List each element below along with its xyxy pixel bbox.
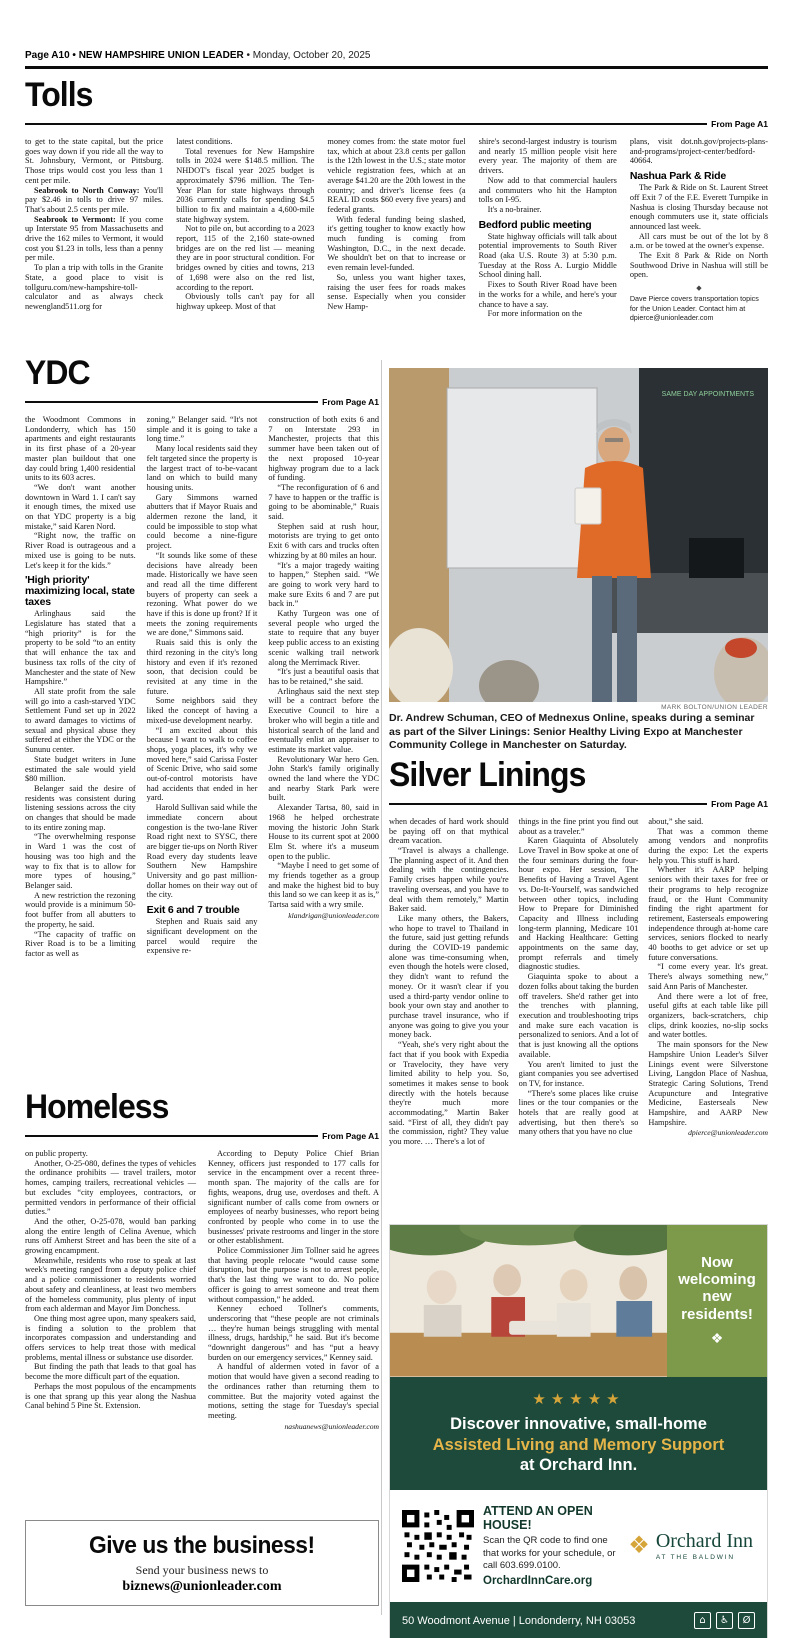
tolls-headline: Tolls <box>25 76 93 114</box>
welcome-panel <box>667 1225 767 1377</box>
text-column <box>630 137 768 353</box>
paragraph: Police Commissioner Jim Tollner said he agrees that having people relocate “would cause some disruption, but the purpose is not to arrest people, that's the last thing we want to do. No police officer is going to arrest someone and treat them without compassion,” he added. <box>208 1246 379 1304</box>
ydc-columns <box>25 415 379 1103</box>
paragraph-lead-in: Seabrook to Vermont: If you come up Interstate 95 from Massachusetts and drive the 162 miles to Vermont, it would cost you $1.23 in tolls, less than a penny per mile. <box>25 214 164 263</box>
paragraph: Some neighbors said they liked the concept of having a mixed-use development nearby. <box>146 696 258 725</box>
masthead-rule <box>25 66 768 69</box>
banner-line-3: at Orchard Inn. <box>519 1456 638 1475</box>
orchard-inn-ad <box>389 1224 768 1638</box>
paragraph: Revolutionary War hero Gen. John Stark's family originally owned the land where the YDC and nearby Stark Park were built. <box>268 754 379 803</box>
paragraph: Many local residents said they felt targeted since the property is the largest tract of to-be-vacant land on which to build many housing units. <box>146 444 258 492</box>
paragraph: Kathy Turgeon was one of several people who urged the state to require that any buyer keep public access to an existing scenic walking trail network along the Merrimack River. <box>268 609 379 667</box>
orchard-ad-photo-row <box>390 1225 767 1377</box>
paragraph: The Park & Ride on St. Laurent Street off Exit 7 of the F.E. Everett Turnpike in Nashua is closing Thursday because not enough commuters use it, state officials announced last week. <box>629 183 768 231</box>
ydc-headline: YDC <box>25 354 90 392</box>
masthead <box>25 50 768 61</box>
right-column <box>389 368 768 1638</box>
paragraph: You aren't limited to just the giant companies you see advertised on TV, for instance. <box>518 1059 639 1088</box>
rule-bar <box>25 123 707 126</box>
from-page-rule <box>389 799 768 809</box>
text-column <box>519 817 639 1219</box>
tolls-section <box>25 78 768 353</box>
paragraph: Meanwhile, residents who rose to speak at last week's meeting ranged from a deputy police chief and a police commissioner to residents worried about safety and cleanliness, at least two members of the homeless community, plus plenty of input from each alderman and Mayor Jim Donchess. <box>25 1255 196 1314</box>
text-column <box>25 415 136 1103</box>
homeless-columns <box>25 1149 379 1515</box>
tolls-columns <box>25 137 768 353</box>
masthead-date: • Monday, October 20, 2025 <box>243 50 371 61</box>
from-page-label: From Page A1 <box>322 397 379 407</box>
paragraph: Giaquinta spoke to about a dozen folks about taking the burden off travelers. She'd rather get into the trenches with planning, execution and troubleshooting trips and make sure each vacation is personalized to seniors. And a lot of that is just knowing all the options available. <box>518 972 639 1059</box>
paragraph: Like many others, the Bakers, who hope to travel to Thailand in the future, said just getting refunds during the COVID-19 pandemic alone was time-consuming when, even though the hotels were closed, they didn't want to refund the money. Or it wasn't clear if you used a third-party vendor online to book your own stay and another to purchase travel insurance, who if anyone was going to give you your money back. <box>389 913 509 1040</box>
paragraph: “Yeah, she's very right about the fact that if you book with Expedia or Travelocity, they have very limited ability to help you. So, sometimes it makes sense to book directly with the hotels because they're much more accommodating,” Martin Baker said. “First of all, they didn't pay the commission, right? They value you more. … There's a lot of <box>389 1040 509 1147</box>
from-page-label: From Page A1 <box>322 1131 379 1141</box>
banner-line-2: Assisted Living and Memory Support <box>432 1435 725 1454</box>
paragraph: “It's a major tragedy waiting to happen,” Stephen said. “We are going to work very hard to make sure Exits 6 and 7 are put back in.” <box>268 560 379 609</box>
open-house-block <box>483 1504 619 1587</box>
from-page-rule <box>25 397 379 407</box>
paragraph: Arlinghaus said the next step will be a contract before the Executive Council to hire a broker who will begin a title and historical search of the land and eventually enlist an appraiser to estimate its market value. <box>268 686 379 754</box>
accessibility-icon: ♿ <box>716 1612 733 1629</box>
paragraph: latest conditions. <box>176 137 233 146</box>
business-ad-text: Send your business news to <box>135 1562 269 1577</box>
orchard-ad-info-row <box>390 1490 767 1602</box>
orchard-logo-subtitle: AT THE BALDWIN <box>655 1553 735 1561</box>
paragraph: “Maybe I need to get some of my friends together as a group and make the highest bid to buy this land so we can keep it as is,” Tartsa said with a wry smile. <box>268 861 379 910</box>
text-column <box>208 1149 379 1515</box>
silver-linings-section <box>389 755 768 1219</box>
paragraph: Gary Simmons warned abutters that if Mayor Ruais and aldermen rezone the land, it could be impossible to stop what could become a nine-figure project. <box>146 492 258 551</box>
paragraph: Ruais said this is only the third rezoning in the city's long history and even if it's rezoned soon, that decision could be revisited at any time in the future. <box>146 638 258 696</box>
text-column <box>648 817 768 1219</box>
paragraph: A new restriction the rezoning would provide is a minimum 50-foot buffer from all abutters to the property, he said. <box>25 890 136 929</box>
paragraph: “It's just a beautiful oasis that has to be retained,” she said. <box>268 667 379 686</box>
paragraph: “I come every year. It's great. There's always something new,” said Ann Paris of Manchester. <box>648 962 768 991</box>
paragraph: Whether it's AARP helping seniors with their taxes for free or their programs to help recognize fraud, or the Hunt Community finding the right apartment for retirement, Easterseals empowering independence through at-home care services, seniors flocked to nearly 40 booths to get advice or set up future conversations. <box>648 865 768 962</box>
paragraph: Stephen said at rush hour, motorists are trying to get onto Exit 6 with cars and trucks often whizzing by at 80 miles an hour. <box>268 521 379 560</box>
paragraph: Arlinghaus said the Legislature has stated that a “high priority” is for the property to be sold “to an entity that will enhance the tax and business tax rolls of the city of Manchester and the state of New Hampshire.” <box>25 609 136 687</box>
paragraph: money comes from: the state motor fuel tax, which at about 23.8 cents per gallon is the 12th lowest in the U.S.; state motor vehicle registration fees, which at an average $41.20 are the 20th lowest in the country; and driver's license fees (a REAL ID costs $60 every five years) and federal grants. <box>327 137 466 214</box>
paragraph: Now add to that commercial haulers and commuters who hit the Hampton tolls on I-95. <box>478 175 617 205</box>
paragraph: “The capacity of traffic on River Road is to be a limiting factor as well as <box>25 929 136 958</box>
paragraph: the Woodmont Commons in Londonderry, which has 150 apartments and eight restaurants in its first phase of a 20-year master plan buildout that one day could bring 1,400 residential units to its 603 acres. <box>25 415 136 483</box>
banner-line-1: Discover innovative, small-home <box>450 1414 707 1433</box>
paragraph: Total revenues for New Hampshire tolls in 2024 were $148.5 million. The NHDOT's fiscal year 2025 budget is approximately $796 million. The Ten-Year Plan for state highways through 2036 currently calls for spending $4.5 billion to fix and maintain a 4,600-mile state highway system. <box>176 146 315 224</box>
paragraph: “The reconfiguration of 6 and 7 have to happen or the traffic is going to be abominable,” Ruais said. <box>268 482 379 522</box>
paragraph: All cars must be out of the lot by 8 a.m. or be towed at the owner's expense. <box>629 231 768 251</box>
business-news-ad <box>25 1520 379 1606</box>
paragraph: zoning,” Belanger said. “It's not simple and it is going to take a long time.” <box>146 415 258 444</box>
paragraph: “Right now, the traffic on River Road is outrageous and a mixed use is going to be nuts. Let's keep it for the kids.” <box>25 531 136 570</box>
rule-bar <box>25 1135 318 1138</box>
paragraph: “I am excited about this because I want to walk to coffee shops, yoga places, it's why we moved here,” said Carissa Foster of Scenic Drive, who said some out-of-control motorists have had accidents that ended in her yard. <box>146 725 258 803</box>
welcome-text: Now welcoming new residents! <box>678 1253 756 1323</box>
paragraph: shire's second-largest industry is tourism and nearly 15 million people visit here every year. The majority of them are drivers. <box>478 137 617 176</box>
open-house-title: ATTEND AN OPEN HOUSE! <box>483 1504 593 1533</box>
masthead-title: Page A10 • NEW HAMPSHIRE UNION LEADER <box>25 50 244 61</box>
welcome-ornament-icon: ❖ <box>710 1331 724 1347</box>
column-subhead: 'High priority' maximizing local, state taxes <box>25 574 135 609</box>
paragraph: “The overwhelming response in Ward 1 was the cost of housing was too high and the way to fix that is to allow for more types of housing,” Belanger said. <box>25 832 136 890</box>
orchard-logo-ornament-icon: ❖ <box>628 1533 650 1560</box>
paragraph: To plan a trip with tolls in the Granite State, a good place to visit is tollguru.com/new-hampshire-toll-calculator and as always check newengland511.org for <box>25 263 164 311</box>
paragraph: Perhaps the most populous of the encampments is one that sprang up this year along the Nashua Canal behind 5 Pine St. Extension. <box>25 1381 196 1411</box>
equal-housing-icon: ⌂ <box>694 1612 711 1629</box>
orchard-address-bar <box>390 1602 767 1638</box>
text-column <box>25 137 163 353</box>
paragraph: State budget writers in June estimated the sale would yield $80 million. <box>25 754 136 784</box>
from-page-label: From Page A1 <box>711 119 768 129</box>
paragraph: That was a common theme among vendors and nonprofits during the expo: Let the experts help you. This stuff is hard. <box>648 826 768 865</box>
photo-screen-text: SAME DAY APPOINTMENTS <box>661 391 754 398</box>
photo-caption: Dr. Andrew Schuman, CEO of Mednexus Online, speaks during a seminar as part of the Silver Linings: Senior Healthy Living Expo at Manchester Community College in Manchester on Saturday. <box>389 712 755 752</box>
text-column <box>268 415 379 1103</box>
homeless-headline: Homeless <box>25 1088 169 1126</box>
from-page-rule <box>25 119 768 129</box>
orchard-logo-title: Orchard Inn <box>655 1529 753 1552</box>
paragraph: The main sponsors for the New Hampshire Union Leader's Silver Linings event were Silverstone Living, Langdon Place of Nashua, Strategic Caring Solutions, Trend Acupuncture and Integrative Medicine, Easterseals New Hampshire, and AARP New Hampshire. <box>648 1040 768 1127</box>
no-smoking-icon: Ø <box>738 1612 755 1629</box>
paragraph: Alexander Tartsa, 80, said in 1968 he helped orchestrate moving the historic John Stark House to its current spot at 2000 Elm St. where it's a museum open to the public. <box>268 803 379 861</box>
paragraph: State highway officials will talk about potential improvements to South River Road (aka U.S. Route 3) at 5:30 p.m. Tuesday at the Ross A. Lurgio Middle School dining hall. <box>478 231 617 280</box>
column-subhead: Exit 6 and 7 trouble <box>146 904 240 917</box>
paragraph: Fixes to South River Road have been in the works for a while, and here's your chance to have a say. <box>478 280 617 309</box>
ydc-section <box>25 356 379 1103</box>
from-page-label: From Page A1 <box>711 798 768 809</box>
paragraph: about,” she said. <box>648 816 704 826</box>
paragraph: Harold Sullivan said while the immediate concern about congestion is the two-lane River Road right next to SYSC, there are bigger tie-ups on North River Road every day students leave Southern New Hampshire University and go past million-dollar homes on their way out of the city. <box>146 803 258 900</box>
text-column <box>147 415 258 1103</box>
paragraph: Another, O-25-080, defines the types of vehicles the ordinance prohibits — travel trailers, motor homes, camping trailers, recreational vehicles — but excludes “city employees, contractors, or permitted vendors in performance of their official duties.” <box>25 1158 196 1217</box>
paragraph: plans, visit dot.nh.gov/projects-plans-and-programs/project-center/bedford-40664. <box>629 137 768 166</box>
orchard-website[interactable]: OrchardInnCare.org <box>483 1575 593 1588</box>
text-column <box>327 137 465 353</box>
paragraph: All state profit from the sale will go into a cash-starved YDC Settlement Fund set up in 2022 to award damages to victims of sexual and physical abuse they suffered at either the YDC or the Sununu center. <box>25 686 136 755</box>
paragraph: And the other, O-25-078, would ban parking along the entire length of Celina Avenue, which runs off Amherst Street and has been the site of a growing encampment. <box>25 1216 196 1256</box>
orchard-address: 50 Woodmont Avenue | Londonderry, NH 03053 <box>402 1614 636 1627</box>
paragraph: Karen Giaquinta of Absolutely Love Travel in Bow spoke at one of the four seminars during the four-hour expo. Her session, The Benefits of Having a Travel Agent vs. Do-It-Yourself, was sandwiched between other topics, including How to Prepare for Diminished Capacity and Illness including long-term planning, Medicare 101 and Hacking Healthcare: Getting appointments on the same day, prompt referrals and timely diagnostic studies. <box>518 836 639 972</box>
author-email: nashuanews@unionleader.com <box>284 1421 379 1431</box>
from-page-rule <box>25 1131 379 1141</box>
orchard-logo <box>628 1531 755 1561</box>
column-subhead: Nashua Park & Ride <box>629 170 726 183</box>
paragraph: construction of both exits 6 and 7 on Interstate 293 in Manchester, projects that this summer have been taken out of the next proposed 10-year highway program due to a lack of funding. <box>268 415 379 483</box>
paragraph: Stephen and Ruais said any significant development on the parcel would require the expensive re- <box>146 917 258 956</box>
columnist-note: Dave Pierce covers transportation topics for the Union Leader. Contact him at dpierce@unionleader.com <box>629 294 759 323</box>
paragraph: The Exit 8 Park & Ride on North Southwood Drive in Nashua will still be open. <box>629 251 768 280</box>
text-column <box>176 137 314 353</box>
paragraph: A handful of aldermen voted in favor of a motion that would have given a second reading to the ordinances rather than returning them to committee. But the majority voted against the motions, setting the stage for Tuesday's special meeting. <box>208 1362 379 1420</box>
paragraph: “There's some places like cruise lines or the tour companies or the hotels that are really good at advertising, but then there's so many others that you have no clue <box>518 1088 639 1137</box>
paragraph: According to Deputy Police Chief Brian Kenney, officers just responded to 177 calls for service in the encampment over a recent three-month span. The majority of the calls are for fights, weapons, drug use, overdoses and theft. A significant number of calls come from owners or employees of nearby businesses, who report being confronted by people who come in to use the businesses' private restrooms and linger in the store or other establishment. <box>208 1149 379 1246</box>
paragraph: For more information on the <box>487 309 583 319</box>
author-email: klandrigan@unionleader.com <box>288 910 379 920</box>
paragraph: One thing most agree upon, many speakers said, is finding a solution to the problem that incorporates compassion and understanding and offers services to help treat those with medical problems, mental illness or substance use disorder. <box>25 1313 196 1362</box>
paragraph: With federal funding being slashed, it's getting tougher to know exactly how much funding is coming from Washington, D.C., in the next decade. We shouldn't bet on that to increase or even remain level-funded. <box>327 214 466 273</box>
paragraph: Belanger said the desire of residents was consistent during listening sessions across the city on changes that should be made to its entire zoning map. <box>25 783 136 832</box>
silver-linings-columns <box>389 817 768 1219</box>
silver-linings-headline: Silver Linings <box>389 755 586 794</box>
orchard-compliance-icons <box>694 1612 755 1629</box>
paragraph: when decades of hard work should be paying off on that mythical dream vacation. <box>389 816 509 846</box>
business-ad-headline: Give us the business! <box>89 1531 315 1559</box>
qr-code[interactable] <box>402 1510 474 1582</box>
open-house-text: Scan the QR code to find one that works for your schedule, or call 603.699.0100. <box>483 1535 616 1571</box>
rule-bar <box>389 803 707 806</box>
paragraph: Not to pile on, but according to a 2023 report, 115 of the 2,160 state-owned bridges are on the red list — meaning they are in poor structural condition. For bridges owned by cities and towns, 213 of 1,698 were also on the red list, according to the report. <box>176 224 315 292</box>
text-column <box>389 817 509 1219</box>
homeless-section <box>25 1090 379 1515</box>
paragraph: But finding the path that leads to that goal has become the more difficult part of the equation. <box>25 1362 196 1382</box>
photo-orchard-residents <box>390 1225 667 1377</box>
paragraph: It's a no-brainer. <box>487 204 542 214</box>
business-ad-email: biznews@unionleader.com <box>122 1578 282 1594</box>
five-stars-icon: ★★★★★ <box>532 1391 625 1408</box>
orchard-ad-banner <box>390 1377 767 1490</box>
paragraph-lead-in: Seabrook to North Conway: You'll pay $2.46 in tolls to drive 97 miles. That's about 2.5 cents per mile. <box>25 185 164 214</box>
author-email: dpierce@unionleader.com <box>688 1128 768 1138</box>
paragraph: things in the fine print you find out about as a traveler.” <box>518 816 639 836</box>
rule-bar <box>25 401 318 404</box>
column-subhead: Bedford public meeting <box>478 218 592 231</box>
text-column <box>25 1149 196 1515</box>
photo-credit: MARK BOLTON/UNION LEADER <box>661 704 768 711</box>
paragraph: Kenney echoed Tollner's comments, underscoring that “these people are not criminals … they're human beings struggling with mental illness, drugs, hardship,” he said. But it's become “downright dangerous” and has “put a heavy burden on our emergency services,” Kenney said. <box>208 1304 379 1362</box>
photo-schuman-seminar <box>389 368 768 702</box>
paragraph: “We don't want another downtown in Ward 1. I can't say it enough times, the mixed use on that YDC property is a big mistake,” said Karen Nord. <box>25 482 136 531</box>
paragraph: And there were a lot of free, useful gifts at each table like pill organizers, back-scratchers, chip clips, drink koozies, no-slip socks and water bottles. <box>648 991 768 1040</box>
end-mark: ◆ <box>696 284 702 293</box>
paragraph: So, unless you want higher taxes, raising the user fees for roads makes sense. Especially when you consider New Hamp- <box>327 272 466 311</box>
paragraph: to get to the state capital, but the price goes way down if you ride all the way to St. Johnsbury, Vermont, or Pittsburg. Those trips would cost you less than 1 cent per mile. <box>25 137 164 185</box>
paragraph: Obviously tolls can't pay for all highway upkeep. Most of that <box>176 292 315 311</box>
paragraph: on public property. <box>25 1149 88 1158</box>
text-column <box>479 137 617 353</box>
column-divider <box>381 360 382 1615</box>
paragraph: “Travel is always a challenge. The planning aspect of it. And then dealing with the contingencies. Family crises happen while you're traveling overseas, and you have to deal with them remotely,” Martin Baker said. <box>389 846 509 914</box>
paragraph: “It sounds like some of these decisions have already been made. Historically we have seen and read all the time different buyers of property can seek a rezoning. What power do we have if this is done up front? If it meets the zoning requirements we are done,” Simmons said. <box>146 550 258 638</box>
